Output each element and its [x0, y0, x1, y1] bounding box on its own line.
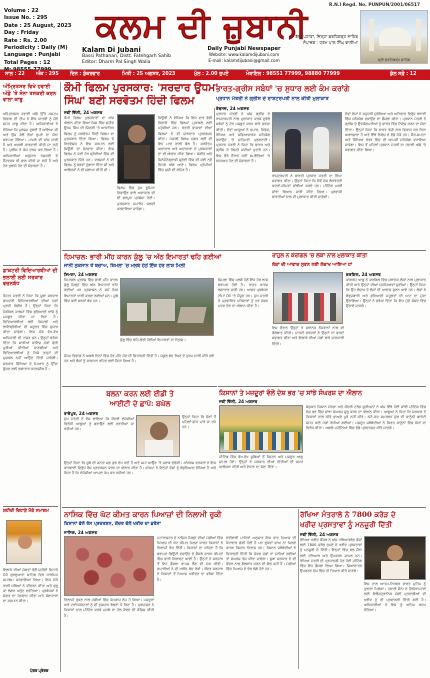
sidebar-sign: ਪੱਤਰ ਪ੍ਰੇਰਕ: [30, 668, 49, 673]
nashik-body-col2: ਖੇਤੀਬਾੜੀ ਮਾਹਿਰਾਂ ਅਨੁਸਾਰ ਇਸ ਵਾਰ ਪਿਆਜ਼ ਦੀ ਪੈਦਾਵਾਰ ਚੰਗੀ ਹੋਈ ਹੈ ਪਰ ਢੁਕਵਾਂ ਭਾਅ ਨਾ ਮਿਲਣ ਕਾਰਨ ਕਿਸਾਨ ਨਿਰਾਸ਼ ਹਨ। ਕਿਸਾਨ ਜਥੇਬੰਦੀਆਂ ਨੇ ਚਿਤਾਵਨੀ ਦਿੱਤੀ ਕਿ ਜੇਕਰ ਮੰਗਾਂ ਨਾ ਮੰਨੀਆਂ ਗਈਆਂ ਤਾਂ ਸੰਘਰਸ਼ ਤੇਜ਼ ਕੀਤਾ ਜਾਵੇਗਾ। ਸੂਬਾ ਸਰਕਾਰ ਨੇ ਵੀ ਕੇਂਦਰ ਨਾਲ ਗੱਲਬਾਤ ਕਰਨ ਦੀ ਗੱਲ ਕਹੀ ਹੈ। ਮੰਡੀਆਂ ਵਿੱਚ ਪਿਆਜ਼ ਦੇ ਢੇਰ ਲੱਗੇ ਹੋਏ ਹਨ।: [226, 536, 296, 572]
poster-body: [124, 145, 150, 179]
website-link[interactable]: Website: www.kalamdijubani.com: [208, 52, 280, 57]
date-bar: [0, 70, 430, 80]
middle-brief-column: ਸ਼ਿਮਲਾ ਵਿੱਚ ਮਲਬੇ ਹੇਠੋਂ ਇੱਕ ਹੋਰ ਲਾਸ਼ ਬਰਾਮਦ ਹੋਈ ਹੈ। ਰਾਹਤ ਕਾਰਜ ਲਗਾਤਾਰ ਜਾਰੀ ਹਨ। ਆਫ਼ਤ ਪ੍ਰਬੰਧਨ ਟੀਮਾਂ ਮੌਕੇ 'ਤੇ ਮੌਜੂਦ ਹਨ। ਮੁੱਖ ਮੰਤਰੀ ਨੇ ਪ੍ਰਭਾਵਿਤ ਪਰਿਵਾਰਾਂ ਨੂੰ ਹਰ ਸੰਭਵ ਮਦਦ ਦੇਣ ਦਾ ਐਲਾਨ ਕੀਤਾ ਹੈ।: [218, 278, 268, 309]
greece-headline: ਭਾਰਤ-ਗ੍ਰੀਸ ਸਬੰਧਾਂ 'ਚ ਸੁਧਾਰ ਲਈ ਕੰਮ ਕਰਾਂਗੇ: [216, 84, 350, 93]
minaret-right: [416, 19, 421, 51]
greece-meeting-photo: [272, 112, 342, 172]
lead-body-col1: ਕੌਮੀ ਫਿਲਮ ਪੁਰਸਕਾਰਾਂ ਦਾ ਅੱਜ ਐਲਾਨ ਕੀਤਾ ਗਿਆ ਜਿਸ ਵਿੱਚ ਸ਼ਹੀਦ ਊਧਮ ਸਿੰਘ ਦੀ ਜ਼ਿੰਦਗੀ 'ਤੇ ਆਧਾਰਿਤ ਫਿਲਮ ਨੂੰ ਸਰਵੋਤਮ ਹਿੰਦੀ ਫਿਲਮ ਦਾ ਪੁਰਸਕਾਰ ਦਿੱਤਾ ਗਿਆ। ਫਿਲਮ ਦੇ ਨਿਰਦੇਸ਼ਕ ਨੇ ਇਸ ਸਨਮਾਨ ਲਈ ਜਿਊਰੀ ਦਾ ਧੰਨਵਾਦ ਕੀਤਾ। ਇਸ ਫਿਲਮ ਨੇ ਕਈ ਹੋਰ ਸ਼੍ਰੇਣੀਆਂ ਵਿੱਚ ਵੀ ਪੁਰਸਕਾਰ ਜਿੱਤੇ ਹਨ। ਦਰਸ਼ਕਾਂ ਨੇ ਵੀ ਫਿਲਮ ਨੂੰ ਭਰਵਾਂ ਹੁੰਗਾਰਾ ਦਿੱਤਾ ਸੀ ਅਤੇ ਆਲੋਚਕਾਂ ਨੇ ਵੀ ਸ਼ਲਾਘਾ ਕੀਤੀ ਸੀ।: [64, 116, 114, 173]
rule-farmers-top: [218, 386, 426, 387]
greece-body-col1: ਪ੍ਰਧਾਨ ਮੰਤਰੀ ਨੇ ਅੱਜ ਗ੍ਰੀਸ ਦੇ ਰਾਸ਼ਟਰਪਤੀ ਨਾਲ ਮੁਲਾਕਾਤ ਕਰਕੇ ਦੁਵੱਲੇ ਸਬੰਧਾਂ ਨੂੰ ਹੋਰ ਮਜ਼ਬੂਤ ਕਰਨ ਬਾਰੇ ਚਰਚਾ ਕੀਤੀ। ਦੋਵਾਂ ਆਗੂਆਂ ਨੇ ਵਪਾਰ, ਨਿਵੇਸ਼, ਰੱਖਿਆ ਅਤੇ ਸਭਿਆਚਾਰਕ ਸਹਿਯੋਗ ਵਧਾਉਣ 'ਤੇ ਸਹਿਮਤੀ ਪ੍ਰਗਟਾਈ। ਪ੍ਰਧਾਨ ਮੰਤਰੀ ਨੇ ਕਿਹਾ ਕਿ ਭਾਰਤ ਅਤੇ ਗ੍ਰੀਸ ਦੇ ਰਿਸ਼ਤੇ ਸਦੀਆਂ ਪੁਰਾਣੇ ਹਨ। ਇਸ ਦੌਰੇ ਦੌਰਾਨ ਕਈ ਸਮਝੌਤਿਆਂ 'ਤੇ ਦਸਤਖ਼ਤ ਹੋਣ ਦੀ ਸੰਭਾਵਨਾ ਹੈ।: [216, 112, 270, 163]
sidebar-body-1: ਅੰਮ੍ਰਿਤਸਰ ਹਵਾਈ ਅੱਡੇ ਉੱਤੇ ਕਸਟਮ ਵਿਭਾਗ ਦੀ ਟੀਮ ਨੇ ਇੱਕ ਯਾਤਰੀ ਨੂੰ ਸੋਨੇ ਸਮੇਤ ਕਾਬੂ ਕੀਤਾ ਹੈ। ਅਧਿਕਾਰੀਆਂ ਨੇ ਦੱਸਿਆ ਕਿ ਮੁਲਜ਼ਮ ਦੁਬਈ ਤੋਂ ਆਇਆ ਸੀ ਅਤੇ ਉਸ ਕੋਲੋਂ ਲੱਖਾਂ ਰੁਪਏ ਦਾ ਸੋਨਾ ਬਰਾਮਦ ਹੋਇਆ। ਮਾਮਲੇ ਦੀ ਜਾਂਚ ਜਾਰੀ ਹੈ ਅਤੇ ਅਗਲੀ ਕਾਰਵਾਈ ਕੀਤੀ ਜਾ ਰਹੀ ਹੈ। ਪੁਲੀਸ ਨੇ ਕੇਸ ਦਰਜ ਕਰ ਲਿਆ ਹੈ। ਅਧਿਕਾਰੀਆਂ ਅਨੁਸਾਰ ਤਸਕਰੀ ਦੇ ਨੈੱਟਵਰਕ ਦੀ ਭਾਲ ਕੀਤੀ ਜਾ ਰਹੀ ਹੈ ਅਤੇ ਹੋਰ ਖੁਲਾਸੇ ਹੋਣ ਦੀ ਸੰਭਾਵਨਾ ਹੈ।: [3, 112, 58, 169]
lead-divider: [214, 108, 215, 248]
baghel-photo: [136, 415, 180, 457]
dome-shape: [379, 27, 411, 49]
email-link[interactable]: E-mail: kalamdijubani@gmail.com: [208, 58, 280, 63]
publisher-block: [82, 46, 192, 66]
sidebar-headline-3: ਸ਼ਹੀਦੀ ਦਿਹਾੜੇ ਮੌਕੇ ਸਮਾਗਮ: [3, 509, 49, 514]
datebar-pages: ਕੁੱਲ ਸਫ਼ੇ : 12: [390, 72, 417, 77]
sidebar-body-3: ਇਲਾਕੇ ਦੀਆਂ ਸੰਗਤਾਂ ਵੱਲੋਂ ਸ਼ਹੀਦੀ ਦਿਹਾੜੇ ਮੌਕੇ ਗੁਰਦੁਆਰਾ ਸਾਹਿਬ ਵਿਖੇ ਧਾਰਮਿਕ ਸਮਾਗਮ ਕਰਵਾਇਆ ਗਿਆ। ਇਸ ਮੌਕੇ ਰਾਗੀ ਜਥਿਆਂ ਨੇ ਕੀਰਤਨ ਕੀਤਾ ਅਤੇ ਗੁਰੂ ਕਾ ਲੰਗਰ ਅਤੁੱਟ ਵਰਤਿਆ। ਪ੍ਰਬੰਧਕਾਂ ਨੇ ਸੰਗਤ ਦਾ ਧੰਨਵਾਦ ਕੀਤਾ ਅਤੇ ਸੇਵਾਦਾਰਾਂ ਦਾ ਸਨਮਾਨ ਕੀਤਾ।: [3, 568, 58, 604]
datebar-price: ਮੁੱਲ : 2.00 ਰੁਪਏ: [194, 72, 229, 77]
photo-caption: ਸ੍ਰੀ ਫ਼ਤਹਿਗੜ੍ਹ ਸਾਹਿਬ: [377, 58, 411, 62]
baghel-body-col1: ਮੁੱਖ ਮੰਤਰੀ ਨੇ ਦੋਸ਼ ਲਾਇਆ ਕਿ ਕੇਂਦਰੀ ਏਜੰਸੀਆਂ ਵਿਰੋਧੀ ਆਗੂਆਂ ਨੂੰ ਡਰਾਉਣ ਲਈ ਵਰਤੀਆਂ ਜਾ ਰਹੀਆਂ ਹਨ।: [64, 417, 134, 432]
lead-body-col2: ਫਿਲਮ ਵਿੱਚ ਮੁੱਖ ਭੂਮਿਕਾ ਨਿਭਾਉਣ ਵਾਲੇ ਅਦਾਕਾਰ ਦੀ ਵੀ ਭਰਪੂਰ ਪ੍ਰਸ਼ੰਸਾ ਹੋਈ। ਪੁਰਸਕਾਰ ਸਮਾਰੋਹ ਜਲਦੀ ਕਰਵਾਇਆ ਜਾਵੇਗਾ।: [117, 186, 155, 211]
person-left: [285, 129, 301, 169]
issue-day: Day : Friday: [4, 30, 39, 37]
nashik-body-col1: ਮਹਾਰਾਸ਼ਟਰ ਦੇ ਨਾਸਿਕ ਜ਼ਿਲ੍ਹੇ ਦੀਆਂ ਮੰਡੀਆਂ ਵਿੱਚ ਪਿਆਜ਼ ਦੀ ਘੱਟ ਕੀਮਤ ਮਿਲਣ ਕਾਰਨ ਕਿਸਾਨਾਂ ਨੇ ਨਿਲਾਮੀ ਰੋਕ ਦਿੱਤੀ। ਕਿਸਾਨਾਂ ਦਾ ਕਹਿਣਾ ਹੈ ਕਿ ਬਰਾਮਦ ਡਿਊਟੀ ਵਧਾਉਣ ਦੇ ਫ਼ੈਸਲੇ ਕਾਰਨ ਕੀਮਤਾਂ ਵਿੱਚ ਭਾਰੀ ਗਿਰਾਵਟ ਆਈ ਹੈ। ਉਨ੍ਹਾਂ ਨੇ ਸਰਕਾਰ ਤੋਂ ਇਹ ਫ਼ੈਸਲਾ ਵਾਪਸ ਲੈਣ ਦੀ ਮੰਗ ਕੀਤੀ। ਵਪਾਰੀਆਂ ਨੇ ਵੀ ਖਰੀਦ ਬੰਦ ਰੱਖੀ। ਕੇਂਦਰ ਸਰਕਾਰ ਨੇ ਕਿਸਾਨਾਂ ਤੋਂ ਪਿਆਜ਼ ਖਰੀਦਣ ਦਾ ਭਰੋਸਾ ਦਿੱਤਾ ਹੈ।: [157, 536, 223, 582]
himachal-body-col1: ਹਿਮਾਚਲ ਪ੍ਰਦੇਸ਼ ਵਿੱਚ ਭਾਰੀ ਮੀਂਹ ਕਾਰਨ ਕੁੱਲੂ ਜ਼ਿਲ੍ਹੇ ਵਿੱਚ ਅੱਠ ਇਮਾਰਤਾਂ ਢਹਿ ਗਈਆਂ ਪਰ ਪ੍ਰਸ਼ਾਸਨ ਨੇ ਸਮੇਂ ਸਿਰ ਇਮਾਰਤਾਂ ਖਾਲੀ ਕਰਵਾ ਲਈਆਂ ਸਨ। ਸੂਬੇ ਵਿੱਚ ਕਈ ਸੜਕਾਂ ਬੰਦ ਹਨ।: [64, 278, 118, 303]
sidebar-rule-1: [3, 265, 58, 266]
rahul-subhead: ਲੋਕਾਂ ਦੀ ਆਵਾਜ਼ ਸੁਣਨ ਲਈ ਲੱਦਾਖ ਆਇਆ ਹਾਂ: [272, 263, 353, 268]
issue-date: Date : 25 August, 2023: [4, 22, 72, 29]
address-line: Bassi Pathanan, Distt. Fatehgarh Sahib: [82, 54, 172, 59]
himachal-body-col2: ਮੌਸਮ ਵਿਭਾਗ ਨੇ ਅਗਲੇ ਦਿਨਾਂ ਵਿੱਚ ਹੋਰ ਮੀਂਹ ਪੈਣ ਦੀ ਚਿਤਾਵਨੀ ਦਿੱਤੀ ਹੈ। ਸਕੂਲ ਬੰਦ ਰੱਖਣ ਦੇ ਹੁਕਮ ਜਾਰੀ ਕੀਤੇ ਗਏ ਹਨ ਅਤੇ ਲੋਕਾਂ ਨੂੰ ਸਾਵਧਾਨ ਰਹਿਣ ਲਈ ਕਿਹਾ ਗਿਆ ਹੈ।: [64, 354, 214, 364]
rahul-byline: ਕਰਗਿਲ, 24 ਅਗਸਤ: [346, 272, 381, 277]
sidebar-rule-2: [3, 506, 58, 507]
lead-headline-line1: ਕੌਮੀ ਫਿਲਮ ਪੁਰਸਕਾਰ: 'ਸਰਦਾਰ ਊਧਮ': [64, 82, 219, 94]
contact-block: [194, 46, 294, 64]
farmers-crowd: [224, 432, 300, 450]
paper-type: Daily Punjabi Newspaper: [207, 46, 281, 52]
regd-number: R.N.I Regd. No. PUNPUN/2001/06517: [329, 3, 420, 8]
issue-language: Language : Punjabi: [4, 52, 61, 59]
defence-body-col1: ਰੱਖਿਆ ਖਰੀਦ ਕੌਂਸਲ ਨੇ ਅੱਜ ਹਥਿਆਰਬੰਦ ਫ਼ੌਜਾਂ ਲਈ 7800 ਕਰੋੜ ਰੁਪਏ ਦੇ ਖਰੀਦ ਪ੍ਰਸਤਾਵਾਂ ਨੂੰ ਮਨਜ਼ੂਰੀ ਦੇ ਦਿੱਤੀ। ਇਨ੍ਹਾਂ ਵਿੱਚ ਥਲ ਸੈਨਾ ਲਈ ਹਥਿਆਰ ਅਤੇ ਉਪਕਰਨ ਸ਼ਾਮਲ ਹਨ। ਰੱਖਿਆ ਮੰਤਰੀ ਦੀ ਪ੍ਰਧਾਨਗੀ ਹੇਠ ਹੋਈ ਮੀਟਿੰਗ ਵਿੱਚ ਇਹ ਫ਼ੈਸਲਾ ਲਿਆ ਗਿਆ। ਜ਼ਿਆਦਾਤਰ ਉਪਕਰਨ ਦੇਸ਼ ਵਿੱਚ ਹੀ ਤਿਆਰ ਕੀਤੇ ਜਾਣਗੇ।: [300, 538, 362, 574]
greece-subhead: ਪ੍ਰਧਾਨ ਮੰਤਰੀ ਨੇ ਗ੍ਰੀਸ ਦੇ ਰਾਸ਼ਟਰਪਤੀ ਨਾਲ ਕੀਤੀ ਮੁਲਾਕਾਤ: [216, 96, 329, 102]
rule-nashik-top: [62, 507, 426, 508]
issue-volume: Volume : 22: [4, 8, 39, 14]
baghel-headline-line1: ਬਲਨਾ ਕਰਨ ਲਈ ਈਡੀ ਤੇ: [106, 389, 174, 398]
defence-body-col2: ਇਸ ਨਾਲ ਆਤਮ-ਨਿਰਭਰ ਭਾਰਤ ਮੁਹਿੰਮ ਨੂੰ ਹੁਲਾਰਾ ਮਿਲੇਗਾ। ਹਵਾਈ ਸੈਨਾ ਦੇ ਹੈਲੀਕਾਪਟਰਾਂ ਲਈ ਇਲੈਕਟ੍ਰਾਨਿਕ ਜੰਗੀ ਪ੍ਰਣਾਲੀਆਂ ਦੀ ਖਰੀਦ ਨੂੰ ਵੀ ਪ੍ਰਵਾਨਗੀ ਦਿੱਤੀ ਗਈ ਹੈ। ਅਧਿਕਾਰੀਆਂ ਨੇ ਇਸ ਨੂੰ ਅਹਿਮ ਕਦਮ ਦੱਸਿਆ।: [364, 582, 426, 613]
issue-info-block: [4, 8, 72, 75]
sidebar-headline-1: ਅੰਮ੍ਰਿਤਸਰ ਵਿਖੇ ਹਵਾਈ ਅੱਡੇ 'ਤੇ ਸੋਨਾ ਤਸਕਰੀ ਕਰਨ ਵਾਲਾ ਕਾਬੂ: [3, 84, 57, 104]
greece-body-col2: ਰਾਸ਼ਟਰਪਤੀ ਨੇ ਭਾਰਤੀ ਪ੍ਰਧਾਨ ਮੰਤਰੀ ਦਾ ਨਿੱਘਾ ਸਵਾਗਤ ਕੀਤਾ। ਉਨ੍ਹਾਂ ਕਿਹਾ ਕਿ ਦੋਵੇਂ ਦੇਸ਼ ਲੋਕਤੰਤਰੀ ਕਦਰਾਂ-ਕੀਮਤਾਂ ਸਾਂਝੀਆਂ ਕਰਦੇ ਹਨ। ਮੀਟਿੰਗ ਮਗਰੋਂ ਸਾਂਝਾ ਬਿਆਨ ਜਾਰੀ ਕੀਤਾ ਗਿਆ। ਪ੍ਰਵਾਸੀ ਭਾਰਤੀਆਂ ਨਾਲ ਵੀ ਮੁਲਾਕਾਤ ਕੀਤੀ ਜਾਵੇਗੀ।: [272, 174, 342, 199]
sidebar-headline-2: ਡਾਕਟਰੀ ਵਿਦਿਆਰਥੀਆਂ ਦੀ ਭਲਾਈ ਲਈ ਸਰਕਾਰ ਵਚਨਬੱਧ: [3, 268, 58, 288]
gurdwara-photo: [360, 10, 428, 64]
rahul-headline: ਰਾਹੁਲ ਨੇ ਕਰਗਿਲ 'ਚ ਲੋਕਾਂ ਨਾਲ ਮੁਲਾਕਾਤ ਕੀਤੀ: [272, 253, 367, 259]
baghel-shirt: [145, 440, 173, 457]
lead-body-col3: ਜਿਊਰੀ ਨੇ ਦੱਸਿਆ ਕਿ ਇਸ ਵਾਰ ਵੱਡੀ ਗਿਣਤੀ ਵਿੱਚ ਫਿਲਮਾਂ ਮੁਕਾਬਲੇ ਲਈ ਪਹੁੰਚੀਆਂ ਸਨ। ਖੇਤਰੀ ਭਾਸ਼ਾਵਾਂ ਦੀਆਂ ਫਿਲਮਾਂ ਨੇ ਵੀ ਸ਼ਾਨਦਾਰ ਪ੍ਰਦਰਸ਼ਨ ਕੀਤਾ। ਪੰਜਾਬੀ ਫਿਲਮ ਜਗਤ ਲਈ ਵੀ ਇਹ ਮਾਣ ਵਾਲੀ ਗੱਲ ਹੈ। ਸਰਵੋਤਮ ਅਦਾਕਾਰ ਅਤੇ ਅਦਾਕਾਰਾ ਦੇ ਪੁਰਸਕਾਰਾਂ ਦਾ ਵੀ ਐਲਾਨ ਕੀਤਾ ਗਿਆ। ਸੰਗੀਤ ਅਤੇ ਸਿਨੇਮੈਟੋਗ੍ਰਾਫੀ ਸ਼੍ਰੇਣੀ ਵਿੱਚ ਵੀ ਕਈ ਨਵੇਂ ਚਿਹਰੇ ਅੱਗੇ ਆਏ। ਫਿਲਮ ਪ੍ਰੇਮੀਆਂ ਵਿੱਚ ਖੁਸ਼ੀ ਦੀ ਲਹਿਰ ਹੈ।: [158, 116, 212, 173]
punjabi-editor: ਸੰਪਾਦਕ : ਧਰਮ ਪਾਲ ਸਿੰਘ ਵਾਲੀਆ: [303, 39, 358, 45]
baghel-headline-line2: ਆਈਟੀ ਦੇ ਛਾਪੇ: ਬਘੇਲ: [109, 399, 171, 408]
film-poster-photo: [117, 114, 155, 184]
farmers-body-col1: ਸੰਯੁਕਤ ਕਿਸਾਨ ਮੋਰਚਾ ਅਤੇ ਕੇਂਦਰੀ ਟਰੇਡ ਯੂਨੀਅਨਾਂ ਨੇ ਅੱਜ ਇੱਥੇ ਹੋਈ ਸਾਂਝੀ ਮੀਟਿੰਗ ਵਿੱਚ ਦੇਸ਼ ਭਰ ਵਿੱਚ ਸਾਂਝਾ ਸੰਘਰਸ਼ ਸ਼ੁਰੂ ਕਰਨ ਦਾ ਐਲਾਨ ਕੀਤਾ। ਆਗੂਆਂ ਨੇ ਕਿਹਾ ਕਿ ਸਰਕਾਰ ਨੇ ਕਿਸਾਨਾਂ ਨਾਲ ਕੀਤੇ ਵਾਅਦੇ ਪੂਰੇ ਨਹੀਂ ਕੀਤੇ। ਘੱਟੋ-ਘੱਟ ਸਮਰਥਨ ਮੁੱਲ ਦੀ ਕਾਨੂੰਨੀ ਗਾਰੰਟੀ ਸਮੇਤ ਕਈ ਮੰਗਾਂ ਰੱਖੀਆਂ ਗਈਆਂ। ਮਜ਼ਦੂਰ ਜਥੇਬੰਦੀਆਂ ਨੇ ਕਿਰਤ ਕਾਨੂੰਨਾਂ ਵਿੱਚ ਸੋਧਾਂ ਦਾ ਵਿਰੋਧ ਕੀਤਾ। ਅਗਲੇ ਮਹੀਨਿਆਂ ਵਿੱਚ ਵੱਡੇ ਪ੍ਰਦਰਸ਼ਨ ਕੀਤੇ ਜਾਣਗੇ।: [306, 405, 426, 430]
minaret-left: [369, 19, 374, 51]
issue-number: Issue No. : 295: [4, 15, 48, 22]
himachal-subhead: ਜਾਨੀ ਨੁਕਸਾਨ ਤੋਂ ਬਚਾਅ, ਸ਼ਿਮਲਾ 'ਚ ਮਲਬੇ ਹੇਠੋਂ ਇੱਕ ਹੋਰ ਲਾਸ਼ ਮਿਲੀ: [64, 264, 186, 269]
poster-face: [128, 125, 146, 143]
defence-headline-line2: ਖਰੀਦ ਪ੍ਰਸਤਾਵਾਂ ਨੂੰ ਮਨਜ਼ੂਰੀ ਦਿੱਤੀ: [300, 520, 393, 529]
issue-pages: Total Pages : 12: [4, 59, 51, 66]
datebar-issue: ਅੰਕ : 295: [36, 72, 59, 77]
onion-photo: [64, 536, 154, 596]
baghel-face: [150, 422, 168, 440]
baghel-body-col3: ਉਨ੍ਹਾਂ ਕਿਹਾ ਕਿ ਸੂਬੇ ਦੀ ਜਨਤਾ ਸਭ ਕੁਝ ਦੇਖ ਰਹੀ ਹੈ ਅਤੇ ਸਮਾਂ ਆਉਣ 'ਤੇ ਜਵਾਬ ਦੇਵੇਗੀ। ਕਾਂਗਰਸ ਵਰਕਰਾਂ ਨੇ ਇਸ ਕਾਰਵਾਈ ਵਿਰੁੱਧ ਰੋਸ ਪ੍ਰਦਰਸ਼ਨ ਕਰਨ ਦਾ ਐਲਾਨ ਕੀਤਾ ਹੈ। ਭਾਜਪਾ ਨੇ ਇਨ੍ਹਾਂ ਦੋਸ਼ਾਂ ਨੂੰ ਬੇਬੁਨਿਆਦ ਦੱਸਿਆ ਹੈ ਅਤੇ ਕਿਹਾ ਹੈ ਕਿ ਏਜੰਸੀਆਂ ਆਪਣਾ ਕੰਮ ਕਰ ਰਹੀਆਂ ਹਨ।: [64, 461, 216, 476]
sidebar-divider: [60, 82, 61, 672]
minister-face: [387, 545, 403, 561]
datebar-day: ਦਿਨ : ਸ਼ੁੱਕਰਵਾਰ: [70, 72, 100, 77]
baghel-byline: ਰਾਏਪੁਰ, 24 ਅਗਸਤ: [64, 411, 99, 416]
defence-byline: ਨਵੀਂ ਦਿੱਲੀ, 24 ਅਗਸਤ: [300, 532, 339, 537]
crowd-shape: [282, 293, 336, 321]
lead-byline: ਨਵੀਂ ਦਿੱਲੀ, 24 ਅਗਸਤ: [64, 110, 103, 115]
himachal-headline: ਹਿਮਾਚਲ: ਭਾਰੀ ਮੀਂਹ ਕਾਰਨ ਕੁੱਲੂ 'ਚ ਅੱਠ ਇਮਾਰਤਾਂ ਢਹਿ ਗਈਆਂ: [64, 253, 222, 261]
english-name: Kalam Di Jubani: [82, 46, 141, 54]
rule-baghel-top: [62, 386, 217, 387]
masthead: [0, 0, 430, 70]
farmers-meeting-photo: [219, 405, 303, 453]
rule-himachal-top: [62, 250, 426, 251]
farmers-headline: ਕਿਸਾਨਾਂ ਤੇ ਮਜ਼ਦੂਰਾਂ ਵੱਲੋਂ ਦੇਸ਼ ਭਰ 'ਚ ਸਾਂਝੇ ਸੰਘਰਸ਼ ਦਾ ਐਲਾਨ: [219, 389, 362, 397]
nashik-headline: ਨਾਸਿਕ ਵਿੱਚ ਘੱਟ ਕੀਮਤ ਕਾਰਨ ਪਿਆਜ਼ਾਂ ਦੀ ਨਿਲਾਮੀ ਰੁਕੀ: [64, 510, 222, 519]
newspaper-title: ਕਲਮ ਦੀ ਜ਼ੁਬਾਨੀ: [95, 6, 309, 45]
issue-periodicity: Periodicity : Daily (M): [4, 45, 68, 52]
greece-body-col3: ਦੋਵਾਂ ਦੇਸ਼ਾਂ ਨੇ ਸਮੁੰਦਰੀ ਸੁਰੱਖਿਆ ਅਤੇ ਅਤਿਵਾਦ ਵਿਰੁੱਧ ਲੜਾਈ ਵਿੱਚ ਸਹਿਯੋਗ ਵਧਾਉਣ ਦਾ ਫ਼ੈਸਲਾ ਕੀਤਾ। ਪ੍ਰਧਾਨ ਮੰਤਰੀ ਨੇ ਗ੍ਰੀਸ ਦੇ ਉਦਯੋਗਪਤੀਆਂ ਨੂੰ ਭਾਰਤ ਵਿੱਚ ਨਿਵੇਸ਼ ਕਰਨ ਦਾ ਸੱਦਾ ਦਿੱਤਾ। ਉਨ੍ਹਾਂ ਕਿਹਾ ਕਿ ਭਾਰਤ ਤੇਜ਼ੀ ਨਾਲ ਵਿਕਾਸ ਕਰ ਰਿਹਾ ਅਰਥਚਾਰਾ ਹੈ ਅਤੇ ਇੱਥੇ ਨਿਵੇਸ਼ ਦੇ ਵੱਡੇ ਮੌਕੇ ਹਨ। ਸੈਰ-ਸਪਾਟਾ ਅਤੇ ਸਿੱਖਿਆ ਖੇਤਰ ਵਿੱਚ ਵੀ ਆਪਸੀ ਸਹਿਯੋਗ ਵਧਾਇਆ ਜਾਵੇਗਾ। ਇਸ ਤੋਂ ਪਹਿਲਾਂ ਪ੍ਰਧਾਨ ਮੰਤਰੀ ਦਾ ਹਵਾਈ ਅੱਡੇ 'ਤੇ ਸਵਾਗਤ ਕੀਤਾ ਗਿਆ।: [345, 112, 426, 153]
datebar-mobile: ਮੋਬਾਇਲ : 98551 77999, 98880 77999: [246, 72, 340, 77]
sidebar-photo-person: [6, 520, 42, 564]
building-1: [127, 303, 147, 321]
nashik-body-col3: ਨਿਲਾਮੀ ਰੁਕਣ ਨਾਲ ਮੰਡੀਆਂ ਵਿੱਚ ਕੰਮਕਾਜ ਠੱਪ ਹੋ ਗਿਆ। ਮਜ਼ਦੂਰਾਂ ਅਤੇ ਟਰਾਂਸਪੋਰਟਰਾਂ ਨੂੰ ਵੀ ਨੁਕਸਾਨ ਝੱਲਣਾ ਪੈ ਰਿਹਾ ਹੈ। ਪ੍ਰਸ਼ਾਸਨ ਨੇ ਕਿਸਾਨਾਂ ਨਾਲ ਮੀਟਿੰਗ ਕਰਕੇ ਮਸਲੇ ਦਾ ਹੱਲ ਕੱਢਣ ਦੀ ਕੋਸ਼ਿਸ਼ ਕੀਤੀ ਹੈ।: [64, 598, 154, 618]
person-right: [313, 127, 329, 169]
punjabi-address-block: [290, 34, 358, 45]
landslide-photo: [120, 278, 214, 336]
face-shape: [18, 535, 32, 549]
minister-kurta: [381, 561, 409, 580]
building-2: [151, 299, 175, 321]
rahul-body-col2: ਇਸ ਦੌਰਾਨ ਉਨ੍ਹਾਂ ਨੇ ਸਥਾਨਕ ਨੌਜਵਾਨਾਂ ਨਾਲ ਵੀ ਗੱਲਬਾਤ ਕੀਤੀ। ਪਾਰਟੀ ਵਰਕਰਾਂ ਨੇ ਉਨ੍ਹਾਂ ਦਾ ਭਰਵਾਂ ਸਵਾਗਤ ਕੀਤਾ ਅਤੇ ਇਲਾਕੇ ਦੀਆਂ ਮੰਗਾਂ ਬਾਰੇ ਜਾਣਕਾਰੀ ਦਿੱਤੀ।: [272, 326, 344, 346]
rahul-photo: [273, 272, 343, 324]
rahul-body-col1: ਕਾਂਗਰਸ ਆਗੂ ਨੇ ਕਰਗਿਲ ਵਿੱਚ ਸਥਾਨਕ ਲੋਕਾਂ ਨਾਲ ਮੁਲਾਕਾਤ ਕੀਤੀ ਅਤੇ ਉਨ੍ਹਾਂ ਦੀਆਂ ਸਮੱਸਿਆਵਾਂ ਸੁਣੀਆਂ। ਉਨ੍ਹਾਂ ਕਿਹਾ ਕਿ ਉਹ ਲੱਦਾਖ ਦੇ ਲੋਕਾਂ ਦੀ ਆਵਾਜ਼ ਸੁਣਨ ਆਏ ਹਨ। ਲੋਕਾਂ ਨੇ ਬੇਰੁਜ਼ਗਾਰੀ ਅਤੇ ਬੁਨਿਆਦੀ ਸਹੂਲਤਾਂ ਦੀ ਘਾਟ ਦਾ ਮੁੱਦਾ ਉਠਾਇਆ। ਉਨ੍ਹਾਂ ਨੇ ਭਰੋਸਾ ਦਿੱਤਾ ਕਿ ਇਹ ਮੁੱਦੇ ਸੰਸਦ ਵਿੱਚ ਉਠਾਏ ਜਾਣਗੇ।: [346, 278, 426, 309]
nashik-byline: ਨਾਸਿਕ, 24 ਅਗਸਤ: [64, 530, 98, 535]
lead-headline-line2: ਸਿੰਘ' ਬਣੀ ਸਰਵੋਤਮ ਹਿੰਦੀ ਫਿਲਮ: [64, 95, 195, 107]
defence-minister-photo: [364, 536, 426, 580]
defence-headline-line1: ਰੱਖਿਆ ਮੰਤਰਾਲੇ ਨੇ 7800 ਕਰੋੜ ਦੇ: [300, 510, 396, 519]
building-collapsed: [177, 307, 206, 323]
punjabi-address: ਬੱਸੀ ਪਠਾਣਾਂ, ਜ਼ਿਲ੍ਹਾ ਫ਼ਤਹਿਗੜ੍ਹ ਸਾਹਿਬ: [295, 34, 358, 39]
issue-rate: Rate : Rs. 2.00: [4, 37, 47, 44]
baghel-body-col2: ਉਨ੍ਹਾਂ ਕਿਹਾ ਕਿ ਚੋਣਾਂ ਤੋਂ ਪਹਿਲਾਂ ਛਾਪੇ ਮਾਰੇ ਜਾ ਰਹੇ ਹਨ।: [182, 415, 216, 430]
nashik-subhead: ਕਿਸਾਨਾਂ ਵੱਲੋਂ ਰੋਸ ਪ੍ਰਦਰਸ਼ਨ, ਕੇਂਦਰ ਵੱਲੋਂ ਖਰੀਦ ਦਾ ਭਰੋਸਾ: [64, 522, 161, 527]
farmers-byline: ਨਵੀਂ ਦਿੱਲੀ, 24 ਅਗਸਤ: [219, 399, 258, 404]
landslide-caption: ਕੁੱਲੂ ਵਿੱਚ ਢਹਿ-ਢੇਰੀ ਹੋਈਆਂ ਇਮਾਰਤਾਂ ਦਾ ਦ੍ਰਿਸ਼।: [120, 338, 186, 342]
himachal-byline: ਸ਼ਿਮਲਾ, 24 ਅਗਸਤ: [64, 272, 98, 277]
datebar-year: ਸਾਲ : 22: [5, 72, 25, 77]
greece-byline: ਏਥਨਜ਼, 24 ਅਗਸਤ: [216, 106, 250, 111]
editor-line: Editor: Dharm Pal Singh Walia: [82, 60, 151, 65]
datebar-date: ਮਿਤੀ : 25 ਅਗਸਤ, 2023: [122, 72, 176, 77]
farmers-body-col2: ਮੀਟਿੰਗ ਵਿੱਚ ਵੱਖ-ਵੱਖ ਸੂਬਿਆਂ ਤੋਂ ਕਿਸਾਨ ਅਤੇ ਮਜ਼ਦੂਰ ਆਗੂ ਸ਼ਾਮਲ ਹੋਏ। ਉਨ੍ਹਾਂ ਨੇ ਸਰਕਾਰ ਦੀਆਂ ਨੀਤੀਆਂ ਦੀ ਸਖ਼ਤ ਆਲੋਚਨਾ ਕੀਤੀ ਅਤੇ ਏਕਤਾ ਦਾ ਸੱਦਾ ਦਿੱਤਾ।: [219, 455, 303, 470]
defence-divider: [298, 509, 299, 669]
sidebar-body-2: ਸਿਹਤ ਮੰਤਰੀ ਨੇ ਕਿਹਾ ਕਿ ਸੂਬਾ ਸਰਕਾਰ ਡਾਕਟਰੀ ਵਿਦਿਆਰਥੀਆਂ ਦੀਆਂ ਮੰਗਾਂ ਪ੍ਰਤੀ ਗੰਭੀਰ ਹੈ। ਉਨ੍ਹਾਂ ਕਿਹਾ ਕਿ ਮੈਡੀਕਲ ਕਾਲਜਾਂ ਵਿੱਚ ਬੁਨਿਆਦੀ ਢਾਂਚੇ ਨੂੰ ਮਜ਼ਬੂਤ ਕੀਤਾ ਜਾ ਰਿਹਾ ਹੈ। ਵਿਦਿਆਰਥੀਆਂ ਲਈ ਹੋਸਟਲਾਂ ਅਤੇ ਲਾਇਬ੍ਰੇਰੀਆਂ ਦੀ ਸਹੂਲਤ ਵਿੱਚ ਸੁਧਾਰ ਕੀਤਾ ਜਾਵੇਗਾ। ਇਸ ਮੌਕੇ ਵੱਖ-ਵੱਖ ਅਧਿਕਾਰੀ ਵੀ ਹਾਜ਼ਰ ਸਨ। ਉਨ੍ਹਾਂ ਭਰੋਸਾ ਦਿੱਤਾ ਕਿ ਸਾਰੀਆਂ ਜਾਇਜ਼ ਮੰਗਾਂ ਛੇਤੀ ਪੂਰੀਆਂ ਕੀਤੀਆਂ ਜਾਣਗੀਆਂ ਅਤੇ ਵਿਦਿਆਰਥੀਆਂ ਨੂੰ ਕਿਸੇ ਤਰ੍ਹਾਂ ਦੀ ਮੁਸ਼ਕਲ ਨਹੀਂ ਆਉਣ ਦਿੱਤੀ ਜਾਵੇਗੀ। ਸਰਕਾਰ ਸਿੱਖਿਆ ਦੇ ਮਿਆਰ ਨੂੰ ਉੱਚਾ ਚੁੱਕਣ ਲਈ ਲਗਾਤਾਰ ਯਤਨਸ਼ੀਲ ਹੈ।: [3, 294, 58, 371]
